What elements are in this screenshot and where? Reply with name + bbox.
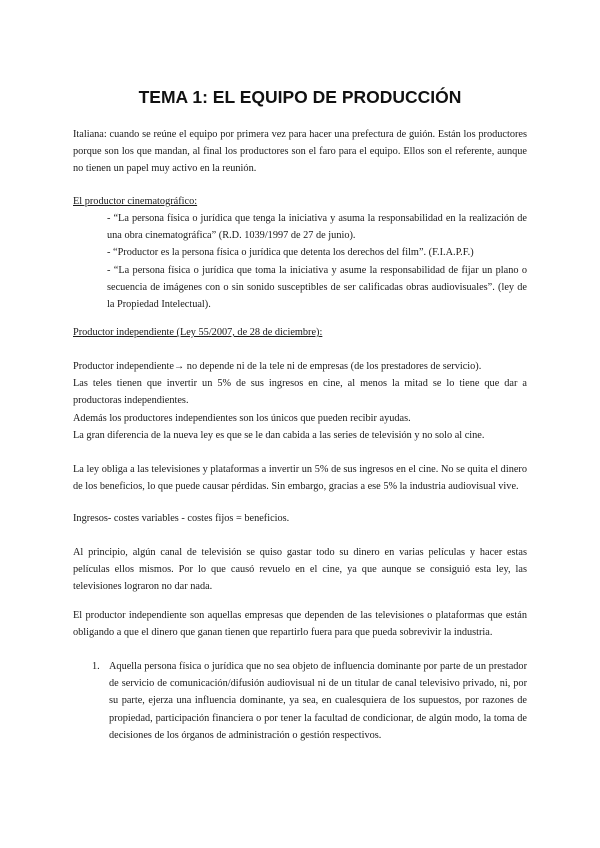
- text-line: La gran diferencia de la nueva ley es que se le dan cabida a las series de televisión y no solo al cine.: [73, 429, 485, 441]
- principio-text: Al principio, algún canal de televisión se quiso gastar todo su dinero en varias películas y hacer estas películas ellos mismos. Por lo que causó revuelo en el cine, ya que aunque se consiguió esta ley, las televisiones lograron no dar nada.: [73, 547, 527, 593]
- section-heading-productor-independiente: Productor independiente (Ley 55/2007, de 28 de diciembre):: [73, 327, 323, 338]
- definition-item: - “La persona física o jurídica que tenga la iniciativa y asuma la responsabilidad en la realización de una obra cinematográfica” (R.D. 1039/1997 de 27 de junio).: [107, 213, 527, 242]
- definition-item: - “La persona física o jurídica que toma la iniciativa y asume la responsabilidad de fijar un plano o secuencia de imágenes con o sin sonido susceptibles de ser calificadas obras audiovisuales”. (ley de la Propiedad Intelectual).: [107, 264, 527, 311]
- text-line: Además los productores independientes son los únicos que pueden recibir ayudas.: [73, 412, 411, 424]
- text-line: Las teles tienen que invertir un 5% de sus ingresos en cine, al menos la mitad se lo tiene que dar a productoras independientes.: [73, 378, 527, 407]
- intro-paragraph: [73, 126, 527, 178]
- list-item-number: 1.: [92, 661, 100, 672]
- definitions-list: [107, 210, 527, 313]
- formula-text: Ingresos- costes variables - costes fijos = beneficios.: [73, 513, 290, 524]
- text-line: Productor independiente→ no depende ni de la tele ni de empresas (de los prestadores de servicio).: [73, 361, 482, 372]
- section-productor-independiente-heading-block: [73, 324, 527, 341]
- empresas-paragraph: [73, 607, 527, 641]
- intro-text: Italiana: cuando se reúne el equipo por primera vez para hacer una prefectura de guión. Están los productores porque son los que mandan, al final los productores son el faro para el equipo. Ellos son el referente, aunque no tienen un papel muy activo en la reunión.: [73, 129, 527, 175]
- principio-paragraph: [73, 544, 527, 596]
- productor-independiente-lines: [73, 358, 527, 444]
- formula-paragraph: [73, 510, 527, 527]
- definition-item: - “Productor es la persona física o jurídica que detenta los derechos del film”. (F.I.A.P.F.): [107, 247, 474, 259]
- empresas-text: El productor independiente son aquellas empresas que dependen de las televisiones o plataformas que están obligando a que el dinero que ganan tienen que repartirlo fuera para que pueda sobrevivir la industria.: [73, 610, 527, 639]
- ley-paragraph: [73, 461, 527, 495]
- page-title: TEMA 1: EL EQUIPO DE PRODUCCIÓN: [138, 87, 462, 107]
- section-heading-productor-cinematografico: El productor cinematográfico:: [73, 196, 198, 207]
- list-item-text: Aquella persona física o jurídica que no sea objeto de influencia dominante por parte de un prestador de servicio de comunicación/difusión audiovisual ni de un titular de canal televisivo privado, ni, por su parte, ejerza una influencia dominante, ya sea, en cualesquiera de los supuestos, por razones de propiedad, participación financiera o por tener la facultad de condicionar, de algún modo, la toma de decisiones de los órganos de administración o gestión respectivos.: [109, 661, 527, 741]
- numbered-list-item: [92, 658, 527, 744]
- section-productor-cinematografico-heading-block: [73, 193, 527, 210]
- ley-text: La ley obliga a las televisiones y plataformas a invertir un 5% de sus ingresos en el cine. No se quita el dinero de los beneficios, lo que puede causar pérdidas. Sin embargo, gracias a ese 5% la industria audiovisual vive.: [73, 464, 527, 493]
